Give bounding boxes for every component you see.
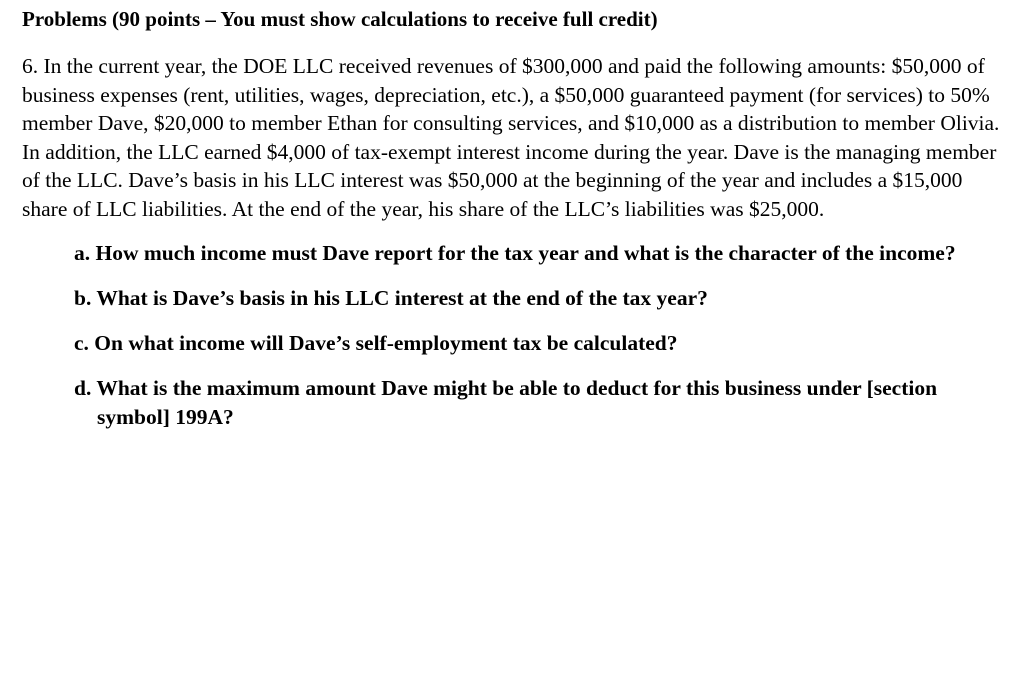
problem-statement: 6. In the current year, the DOE LLC received revenues of $300,000 and paid the following amounts: $50,000 of business expenses (rent, utilities, wages, depreciation, etc.), a $50,000 guaranteed payment (for services) to 50% member Dave, $20,000 to member Ethan for consulting services, and $10,000 as a distribution to member Olivia. In addition, the LLC earned $4,000 of tax-exempt interest income during the year. Dave is the managing member of the LLC. Dave’s basis in his LLC interest was $50,000 at the beginning of the year and includes a $15,000 share of LLC liabilities. At the end of the year, his share of the LLC’s liabilities was $25,000. (22, 54, 1000, 221)
question-a: a. How much income must Dave report for the tax year and what is the character of the income? (74, 240, 956, 265)
question-b: b. What is Dave’s basis in his LLC interest at the end of the tax year? (74, 285, 708, 310)
question-c: c. On what income will Dave’s self-employment tax be calculated? (74, 330, 678, 355)
question-d: d. What is the maximum amount Dave might be able to deduct for this business under [section symbol] 199A? (74, 375, 938, 429)
question-list (22, 239, 974, 432)
section-heading: Problems (90 points – You must show calculations to receive full credit) (22, 7, 658, 31)
